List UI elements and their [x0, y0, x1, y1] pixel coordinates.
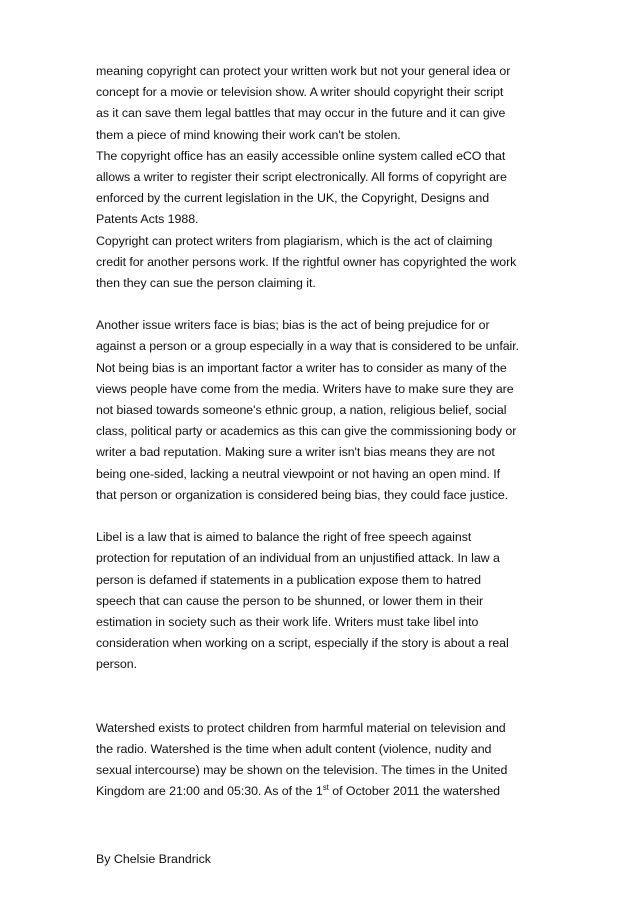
text-line: credit for another persons work. If the rightful owner has copyrighted the work [96, 254, 517, 269]
text-line: Libel is a law that is aimed to balance the right of free speech against [96, 530, 472, 545]
text-line: person. [96, 657, 137, 672]
text-line: them a piece of mind knowing their work can't be stolen. [96, 127, 401, 142]
ordinal-superscript: st [322, 783, 329, 793]
text-line: writer a bad reputation. Making sure a writer isn't bias means they are not [96, 445, 495, 460]
text-line: allows a writer to register their script electronically. All forms of copyright are [96, 169, 507, 184]
text-line: speech that can cause the person to be shunned, or lower them in their [96, 593, 484, 608]
text-line: class, political party or academics as this can give the commissioning body or [96, 424, 517, 439]
text-line: person is defamed if statements in a publication expose them to hatred [96, 572, 481, 587]
paragraph-gap [96, 506, 548, 527]
text-line: Another issue writers face is bias; bias is the act of being prejudice for or [96, 318, 490, 333]
paragraph-gap [96, 675, 548, 717]
text-line: concept for a movie or television show. A writer should copyright their script [96, 85, 504, 100]
text-line: views people have come from the media. Writers have to make sure they are [96, 381, 514, 396]
text-line: Not being bias is an important factor a writer has to consider as many of the [96, 360, 507, 375]
text-line: Watershed exists to protect children from harmful material on television and [96, 720, 506, 735]
paragraph-gap [96, 294, 548, 315]
text-line: meaning copyright can protect your written work but not your general idea or [96, 64, 511, 78]
paragraph-libel [96, 527, 548, 675]
paragraph-copyright-office [96, 146, 548, 231]
text-line: consideration when working on a script, especially if the story is about a real [96, 636, 509, 651]
text-line: being one-sided, lacking a neutral viewpoint or not having an open mind. If [96, 466, 501, 481]
paragraph-watershed [96, 718, 548, 803]
document-body [96, 61, 548, 803]
text-line: estimation in society such as their work life. Writers must take libel into [96, 614, 479, 629]
text-run: Kingdom are 21:00 and 05:30. As of the 1 [96, 784, 323, 799]
text-line: enforced by the current legislation in the UK, the Copyright, Designs and [96, 191, 490, 206]
text-line: protection for reputation of an individual from an unjustified attack. In law a [96, 551, 500, 566]
paragraph-bias [96, 315, 548, 506]
text-line: Copyright can protect writers from plagiarism, which is the act of claiming [96, 233, 493, 248]
text-run: of October 2011 the watershed [328, 784, 501, 799]
page-footer-author: By Chelsie Brandrick [96, 852, 212, 866]
text-line: against a person or a group especially in a way that is considered to be unfair. [96, 339, 520, 354]
text-line: the radio. Watershed is the time when adult content (violence, nudity and [96, 742, 492, 757]
text-line: The copyright office has an easily accessible online system called eCO that [96, 148, 506, 163]
text-line-with-superscript [96, 781, 548, 802]
text-line: then they can sue the person claiming it. [96, 275, 316, 290]
text-line: Patents Acts 1988. [96, 212, 199, 227]
text-line: sexual intercourse) may be shown on the television. The times in the United [96, 763, 508, 778]
text-line: not biased towards someone's ethnic group, a nation, religious belief, social [96, 403, 507, 417]
text-line: as it can save them legal battles that may occur in the future and it can give [96, 106, 506, 121]
paragraph-copyright-plagiarism [96, 231, 548, 295]
paragraph-copyright-intro [96, 61, 548, 146]
text-line: that person or organization is considered being bias, they could face justice. [96, 487, 509, 502]
